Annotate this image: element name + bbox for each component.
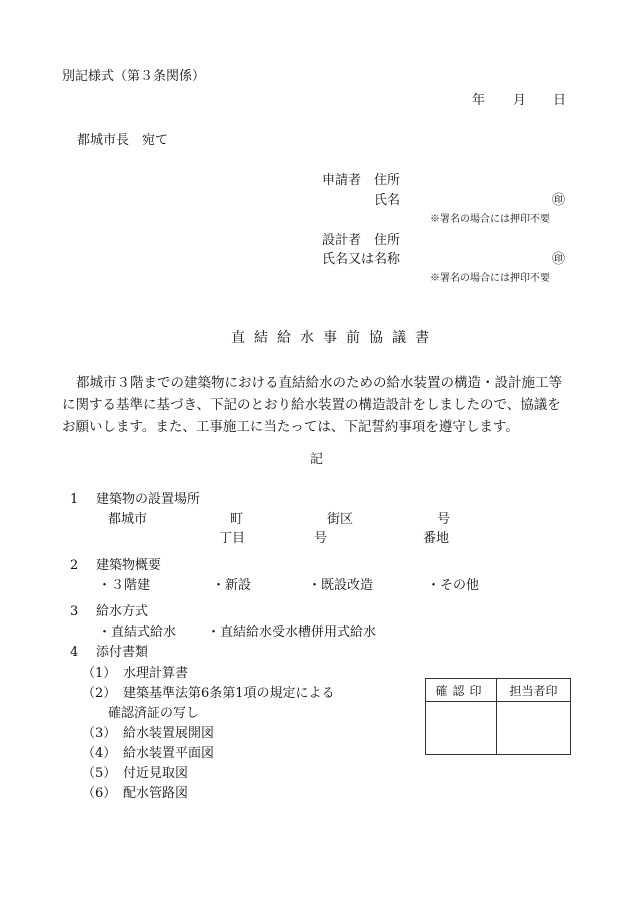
body-line-3: お願いします。また、工事施工に当たっては、下記誓約事項を遵守します。 <box>62 419 519 435</box>
item1-label: 建築物の設置場所 <box>96 492 201 507</box>
item3-number: 3 <box>70 604 79 619</box>
designer-role: 設計者 <box>322 233 362 248</box>
item2-option-other: ・その他 <box>427 578 480 593</box>
staff-seal-cell[interactable] <box>497 702 571 755</box>
staff-seal-header: 担当者印 <box>497 679 571 702</box>
confirmation-stamp-table <box>425 678 571 755</box>
applicant-seal-note: ※署名の場合には押印不要 <box>430 214 550 225</box>
applicant-address-label: 住所 <box>374 173 401 188</box>
designer-seal-icon: ㊞ <box>552 252 566 267</box>
attachment-text: 水理計算書 <box>123 666 189 681</box>
attachment-text: 給水装置展開図 <box>123 726 215 741</box>
body-line-1: 都城市３階までの建築物における直結給水のための給水装置の構造・設計施工等 <box>76 375 562 391</box>
item1-go: 号 <box>437 512 451 527</box>
attachment-number: （3） <box>82 726 117 741</box>
item2-option-renovation: ・既設改造 <box>308 578 374 593</box>
attachment-number: （1） <box>82 666 117 681</box>
applicant-seal-icon: ㊞ <box>552 193 566 208</box>
attachment-number: （4） <box>82 746 117 761</box>
confirm-seal-header: 確認印 <box>426 679 497 702</box>
attachment-text: 建築基準法第6条第1項の規定による <box>123 686 335 701</box>
item1-machi: 町 <box>230 512 244 527</box>
designer-name-label: 氏名又は名称 <box>322 252 401 267</box>
applicant-role: 申請者 <box>322 173 362 188</box>
item1-number: 1 <box>70 492 79 507</box>
item1-gaiku: 街区 <box>327 512 354 527</box>
item2-option-3-story: ・３階建 <box>98 578 151 593</box>
ki-heading: 記 <box>310 452 324 467</box>
item1-city: 都城市 <box>108 512 148 527</box>
date-month-label: 月 <box>513 93 527 108</box>
attachment-text: 確認済証の写し <box>108 706 200 721</box>
item2-number: 2 <box>70 558 79 573</box>
item3-option-direct: ・直結式給水 <box>98 625 177 640</box>
attachment-text: 給水装置平面図 <box>123 746 215 761</box>
document-title: 直結給水事前協議書 <box>231 330 438 346</box>
form-label: 別記様式（第３条関係） <box>62 69 206 84</box>
designer-seal-note: ※署名の場合には押印不要 <box>430 273 550 284</box>
date-day-label: 日 <box>553 93 567 108</box>
attachment-number: （5） <box>82 766 117 781</box>
body-paragraph <box>62 372 572 438</box>
attachment-text: 配水管路図 <box>123 786 189 801</box>
item3-label: 給水方式 <box>96 604 149 619</box>
attachment-number: （2） <box>82 686 117 701</box>
item4-number: 4 <box>70 645 79 660</box>
confirm-seal-cell[interactable] <box>426 702 497 755</box>
addressee: 都城市長 宛て <box>77 133 169 148</box>
body-line-2: に関する基準に基づき、下記のとおり給水装置の構造設計をしましたので、協議を <box>62 397 561 413</box>
applicant-name-label: 氏名 <box>374 193 401 208</box>
item2-label: 建築物概要 <box>96 558 162 573</box>
item2-option-new: ・新設 <box>212 578 252 593</box>
attachment-text: 付近見取図 <box>123 766 189 781</box>
item3-option-combined: ・直結給水受水槽併用式給水 <box>207 625 377 640</box>
item4-label: 添付書類 <box>96 645 149 660</box>
item1-banchi: 番地 <box>423 531 450 546</box>
item1-chome: 丁目 <box>219 531 246 546</box>
item1-go-2: 号 <box>314 531 328 546</box>
attachment-number: （6） <box>82 786 117 801</box>
designer-address-label: 住所 <box>374 233 401 248</box>
date-year-label: 年 <box>472 93 486 108</box>
